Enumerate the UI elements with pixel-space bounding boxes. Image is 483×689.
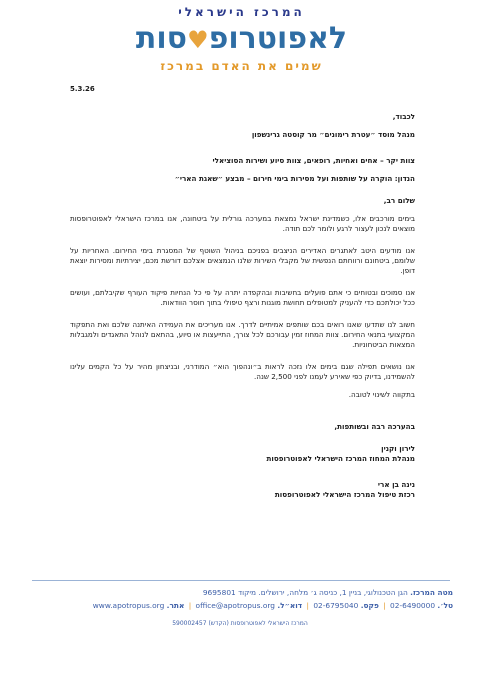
heart-icon: ♥ bbox=[187, 26, 209, 54]
phone-label: טל׳. bbox=[437, 601, 453, 610]
paragraph-5: אנו נושאים תפילה שגם בימים אלו נזכה לראות ב״ונהפוך הוא״ המודרני, ובניצחון מהיר על כל הקמים עלינו להשמידנו, בדיוק כפי שאירע לעמנו לפני 2,500 שנה. bbox=[70, 362, 415, 381]
paragraph-2: אנו מודעים היטב לאתגרים האדירים הניצבים בפניכם בניהול השוטף של המסגרת בימי החירום. האחריות על שלומם, ביטחונם ורווחתם הנפשית של מקבלי השירות שלנו הנמצאים אצלכם דורשת מכם, יצירתיות ומסירות יוצאת דופן. bbox=[70, 246, 415, 275]
footer-address-row bbox=[28, 586, 453, 599]
address-label: מטה המרכז. bbox=[410, 588, 453, 597]
address-text: הגן הטכנולוגי, בניין 1, כניסה ג׳ מלחה, ירושלים. מיקוד 9695801 bbox=[202, 588, 408, 597]
greeting-to: לכבוד, bbox=[392, 112, 415, 121]
recipient-line: מנהל מוסד ״עטרת רימונים״ מר קוסטה גרינשפון bbox=[251, 130, 415, 139]
signer-2-name: נינה בן ארי bbox=[377, 480, 415, 489]
paragraph-3: אנו סמוכים ובטוחים כי אתם פועלים בחשיבות ובהקפדה יתרה על פי כל הנחיות פיקוד העורף שקיבלתם, ועושים ככל יכולתכם כדי להעניק למטופלים תחושת מוגנות ורצף טיפולי בתוך חוסר הוודאות. bbox=[70, 288, 415, 307]
teams-line: צוות יקר – אחים ואחיות, רופאים, צוות סיוע ושירות הסוציאלי bbox=[212, 156, 415, 165]
fax-label: פקס. bbox=[360, 601, 379, 610]
closing: בהערכה רבה ובשותפות, bbox=[334, 422, 415, 431]
letter-date: 5.3.26 bbox=[70, 85, 95, 93]
web-label: אתר. bbox=[166, 601, 185, 610]
logo-wordmark-part1: לאפוטרופ bbox=[208, 21, 348, 56]
footer-divider bbox=[32, 580, 450, 581]
letterhead-logo bbox=[0, 4, 483, 74]
letter-body bbox=[70, 84, 415, 500]
logo-tagline: שמים את האדם במרכז bbox=[160, 59, 323, 73]
fax-number: 02-6795040 bbox=[313, 601, 359, 610]
footer-contact-row: טל׳. 02-6490000 | פקס. 02-6795040 | דוא״ל. office@apotropus.org | אתר. www.apotropus.org bbox=[92, 601, 453, 610]
website-link[interactable]: www.apotropus.org bbox=[92, 601, 165, 610]
paragraph-6: בתקווה לשינוי לטובה. bbox=[348, 390, 415, 399]
logo-top-line: המרכז הישראלי bbox=[178, 5, 305, 19]
email-link[interactable]: office@apotropus.org bbox=[195, 601, 275, 610]
phone-number[interactable]: 02-6490000 bbox=[390, 601, 436, 610]
email-label: דוא״ל. bbox=[277, 601, 303, 610]
signer-1-name: לירון וקנין bbox=[381, 444, 415, 453]
paragraph-1: בימים מורכבים אלו, כשמדינת ישראל נמצאת במערכה גורלית על ביטחונה, אנו במרכז הישראלי לאפוטרופסות מוצאים לנכון לעצור לרגע ולומר לכם תודה. bbox=[70, 214, 415, 233]
signer-1-title: מנהלת המחוז המרכז הישראלי לאפוטרופסות bbox=[266, 454, 415, 463]
salutation: שלום רב, bbox=[383, 196, 415, 205]
registration-number: המרכז הישראלי לאפוטרופסות (הקדש) 590002457 bbox=[172, 620, 308, 627]
signer-2-title: רכזת טיפול המרכז הישראלי לאפוטרופסות bbox=[274, 490, 415, 499]
logo-wordmark bbox=[0, 20, 483, 58]
footer-contact bbox=[28, 586, 453, 612]
logo-wordmark-part2: סות bbox=[135, 21, 188, 56]
paragraph-4: חשוב לנו שתדעו שאנו רואים בכם שותפים אמיתיים לדרך. אנו מעריכים את העמידה האיתנה שלכם ואת התפקוד המקצועי בתנאי החירום. צוות המחוז זמין עבורכם לכל צורך, התייעצות או סיוע, בהתאם לנוהל התאגדים ולמגבלות המצאות הביטחוניות. bbox=[70, 320, 415, 349]
subject-line: הנדון: הוקרה על שותפות ועל מסירות בימי חירום – מבצע ״שאגת הארי״ bbox=[174, 174, 415, 183]
